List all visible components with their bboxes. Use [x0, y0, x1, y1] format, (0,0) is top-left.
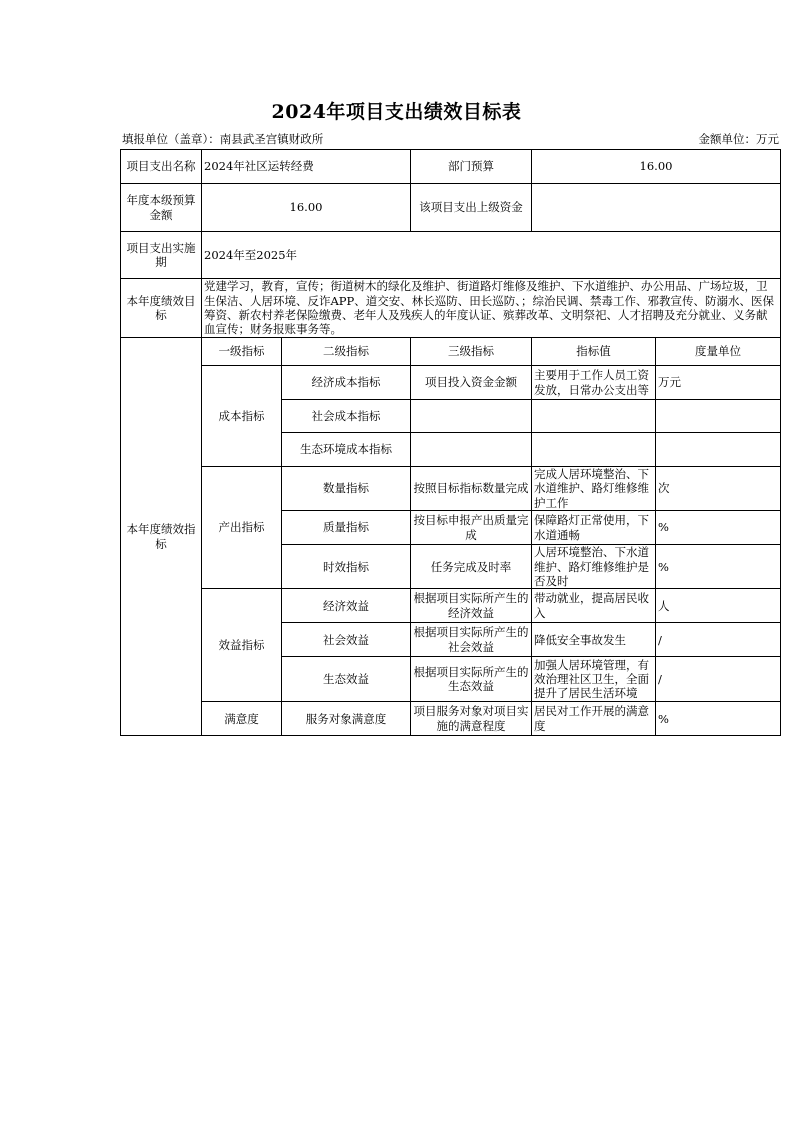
dept-budget-value: 16.00 [532, 150, 781, 184]
unit-cell: 人 [656, 589, 781, 623]
level3-cell: 根据项目实际所产生的生态效益 [411, 657, 532, 702]
unit-cell: / [656, 657, 781, 702]
output-indicator-label: 产出指标 [202, 467, 282, 589]
unit-cell: / [656, 623, 781, 657]
unit-cell: % [656, 545, 781, 589]
header-level2: 二级指标 [282, 338, 411, 366]
page-title: 2024年项目支出绩效目标表 [271, 101, 522, 123]
performance-target-table [120, 149, 781, 736]
level3-cell: 项目服务对象对项目实施的满意程度 [411, 702, 532, 736]
header-level1: 一级指标 [202, 338, 282, 366]
annual-goal-row [121, 279, 781, 338]
amount-unit: 金额单位：万元 [698, 132, 779, 146]
value-cell: 居民对工作开展的满意度 [532, 702, 656, 736]
unit-cell: % [656, 702, 781, 736]
value-cell: 保障路灯正常使用，下水道通畅 [532, 511, 656, 545]
project-name-label: 项目支出名称 [121, 150, 202, 184]
project-name-value: 2024年社区运转经费 [202, 150, 411, 184]
satisfaction-indicator-label: 满意度 [202, 702, 282, 736]
level3-cell: 任务完成及时率 [411, 545, 532, 589]
level2-cell: 社会效益 [282, 623, 411, 657]
table-row [121, 589, 781, 623]
header-level3: 三级指标 [411, 338, 532, 366]
project-name-row [121, 150, 781, 184]
period-label: 项目支出实施期 [121, 232, 202, 279]
period-value: 2024年至2025年 [202, 232, 781, 279]
table-row [121, 467, 781, 511]
table-row [121, 702, 781, 736]
indicator-header-row [121, 338, 781, 366]
benefit-indicator-label: 效益指标 [202, 589, 282, 702]
level3-cell: 项目投入资金金额 [411, 366, 532, 400]
level2-cell: 经济成本指标 [282, 366, 411, 400]
level2-cell: 服务对象满意度 [282, 702, 411, 736]
value-cell: 带动就业，提高居民收入 [532, 589, 656, 623]
unit-cell: 万元 [656, 366, 781, 400]
level2-cell: 质量指标 [282, 511, 411, 545]
value-cell: 加强人居环境管理，有效治理社区卫生，全面提升了居民生活环境 [532, 657, 656, 702]
annual-budget-label: 年度本级预算金额 [121, 184, 202, 232]
upper-funds-label: 该项目支出上级资金 [411, 184, 532, 232]
header-unit: 度量单位 [656, 338, 781, 366]
unit-cell [656, 433, 781, 467]
annual-budget-value: 16.00 [202, 184, 411, 232]
value-cell [532, 433, 656, 467]
level3-cell [411, 433, 532, 467]
annual-goal-value: 党建学习，教育，宣传；街道树木的绿化及维护、街道路灯维修及维护、下水道维护、办公用品、广场垃圾，卫生保洁、人居环境、反诈APP、道交安、林长巡防、田长巡防、；综治民调、禁毒工作、邪教宣传、防溺水、医保筹资、新农村养老保险缴费、老年人及残疾人的年度认证、殡葬改革、文明祭祀、人才招聘及充分就业、义务献血宣传；财务报账事务等。 [202, 279, 781, 338]
unit-cell: 次 [656, 467, 781, 511]
unit-cell [656, 400, 781, 433]
value-cell: 人居环境整治、下水道维护、路灯维修维护是否及时 [532, 545, 656, 589]
level2-cell: 数量指标 [282, 467, 411, 511]
level3-cell: 根据项目实际所产生的经济效益 [411, 589, 532, 623]
level2-cell: 经济效益 [282, 589, 411, 623]
value-cell: 完成人居环境整治、下水道维护、路灯维修维护工作 [532, 467, 656, 511]
annual-budget-row [121, 184, 781, 232]
upper-funds-value [532, 184, 781, 232]
level3-cell: 按照目标指标数量完成 [411, 467, 532, 511]
value-cell: 降低安全事故发生 [532, 623, 656, 657]
header-value: 指标值 [532, 338, 656, 366]
indicator-section-label: 本年度绩效指标 [121, 338, 202, 736]
annual-goal-label: 本年度绩效目标 [121, 279, 202, 338]
table-row [121, 366, 781, 400]
dept-budget-label: 部门预算 [411, 150, 532, 184]
level2-cell: 社会成本指标 [282, 400, 411, 433]
cost-indicator-label: 成本指标 [202, 366, 282, 467]
level3-cell: 根据项目实际所产生的社会效益 [411, 623, 532, 657]
level2-cell: 生态环境成本指标 [282, 433, 411, 467]
value-cell: 主要用于工作人员工资发放，日常办公支出等 [532, 366, 656, 400]
period-row [121, 232, 781, 279]
level2-cell: 生态效益 [282, 657, 411, 702]
value-cell [532, 400, 656, 433]
unit-cell: % [656, 511, 781, 545]
level3-cell: 按目标申报产出质量完成 [411, 511, 532, 545]
level3-cell [411, 400, 532, 433]
reporting-unit: 填报单位（盖章）：南县武圣宫镇财政所 [122, 132, 324, 146]
level2-cell: 时效指标 [282, 545, 411, 589]
